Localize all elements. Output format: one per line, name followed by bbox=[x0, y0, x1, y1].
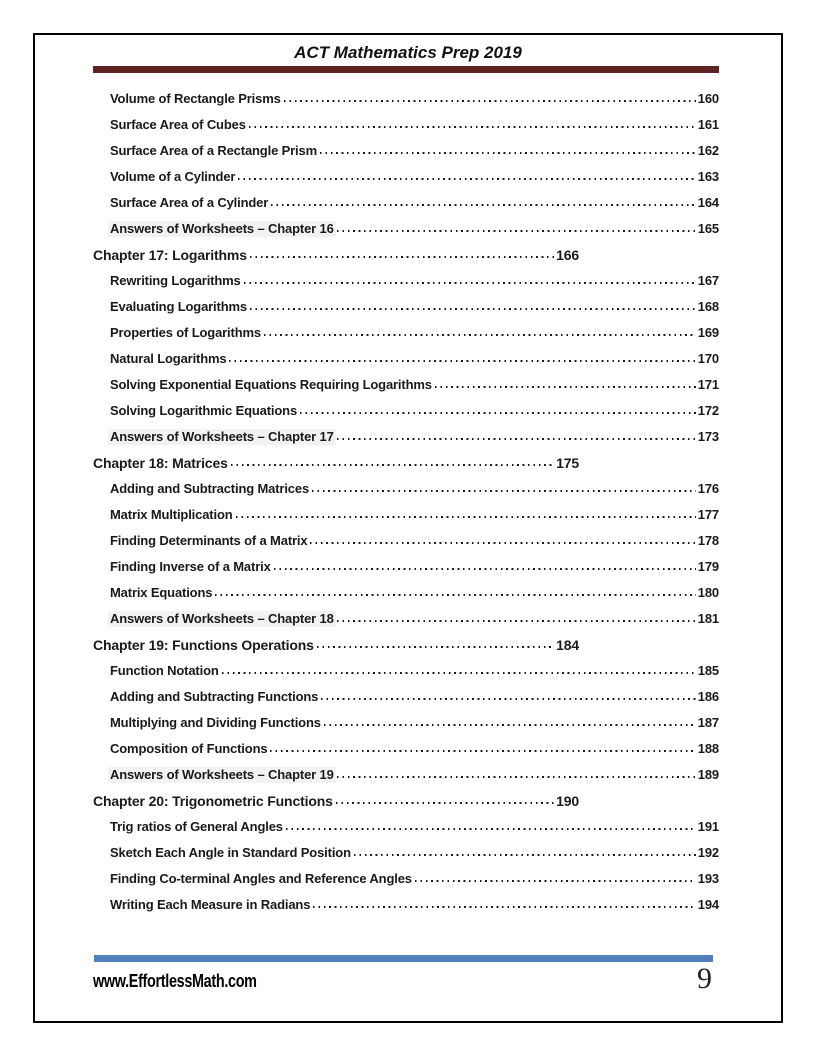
dot-leader bbox=[231, 464, 554, 466]
toc-entry-label: Volume of a Cylinder bbox=[110, 169, 236, 184]
dot-leader bbox=[310, 542, 695, 544]
dot-leader bbox=[271, 204, 696, 206]
dot-leader bbox=[244, 282, 696, 284]
toc-entry-label: Function Notation bbox=[110, 663, 219, 678]
dot-leader bbox=[229, 360, 695, 362]
dot-leader bbox=[435, 386, 696, 388]
dot-leader bbox=[337, 438, 696, 440]
toc-entry bbox=[93, 239, 719, 265]
toc-entry-page: 186 bbox=[697, 689, 719, 704]
toc-entry-page: 173 bbox=[697, 429, 719, 444]
toc-entry-page: 181 bbox=[697, 611, 719, 626]
toc-entry-label: Solving Exponential Equations Requiring Logarithms bbox=[110, 377, 432, 392]
toc-entry-label: Surface Area of Cubes bbox=[110, 117, 246, 132]
toc-entry-page: 184 bbox=[556, 637, 579, 653]
toc-entry-label: Answers of Worksheets – Chapter 18 bbox=[110, 611, 334, 626]
dot-leader bbox=[354, 854, 696, 856]
toc-entry bbox=[93, 681, 719, 707]
dot-leader bbox=[284, 100, 696, 102]
toc-entry-page: 193 bbox=[697, 871, 719, 886]
dot-leader bbox=[337, 230, 696, 232]
toc-entry bbox=[93, 577, 719, 603]
toc-entry-label: Answers of Worksheets – Chapter 16 bbox=[110, 221, 334, 236]
toc-entry-page: 166 bbox=[556, 247, 579, 263]
toc-entry-label: Trig ratios of General Angles bbox=[110, 819, 283, 834]
toc-entry-page: 165 bbox=[697, 221, 719, 236]
toc-entry-page: 169 bbox=[697, 325, 719, 340]
dot-leader bbox=[415, 880, 696, 882]
toc-entry bbox=[93, 785, 719, 811]
toc-entry-page: 171 bbox=[697, 377, 719, 392]
dot-leader bbox=[274, 568, 696, 570]
dot-leader bbox=[312, 490, 696, 492]
toc-entry bbox=[93, 525, 719, 551]
dot-leader bbox=[337, 620, 696, 622]
toc-entry-page: 175 bbox=[556, 455, 579, 471]
dot-leader bbox=[264, 334, 696, 336]
dot-leader bbox=[300, 412, 696, 414]
dot-leader bbox=[336, 802, 554, 804]
toc-entry bbox=[93, 811, 719, 837]
toc-entry-label: Answers of Worksheets – Chapter 17 bbox=[110, 429, 334, 444]
toc-entry-page: 161 bbox=[697, 117, 719, 132]
toc-entry-page: 167 bbox=[697, 273, 719, 288]
toc-entry-label: Composition of Functions bbox=[110, 741, 268, 756]
toc-entry-page: 160 bbox=[697, 91, 719, 106]
page-frame bbox=[33, 33, 783, 1023]
toc-entry bbox=[93, 343, 719, 369]
toc-entry-label: Evaluating Logarithms bbox=[110, 299, 247, 314]
toc-entry-page: 190 bbox=[556, 793, 579, 809]
dot-leader bbox=[324, 724, 696, 726]
toc-entry-label: Chapter 19: Functions Operations bbox=[93, 637, 314, 653]
toc-entry-label: Chapter 20: Trigonometric Functions bbox=[93, 793, 333, 809]
toc-entry bbox=[93, 213, 719, 239]
toc-entry bbox=[93, 109, 719, 135]
toc-entry-page: 170 bbox=[697, 351, 719, 366]
toc-entry-label: Adding and Subtracting Functions bbox=[110, 689, 319, 704]
dot-leader bbox=[337, 776, 696, 778]
toc-entry-page: 192 bbox=[697, 845, 719, 860]
toc-entry-label: Multiplying and Dividing Functions bbox=[110, 715, 321, 730]
toc-entry bbox=[93, 317, 719, 343]
toc-entry-page: 172 bbox=[697, 403, 719, 418]
toc-entry-page: 164 bbox=[697, 195, 719, 210]
toc-entry bbox=[93, 889, 719, 915]
toc-entry-page: 185 bbox=[697, 663, 719, 678]
dot-leader bbox=[270, 750, 695, 752]
toc-entry bbox=[93, 863, 719, 889]
toc-entry bbox=[93, 837, 719, 863]
toc-entry bbox=[93, 161, 719, 187]
dot-leader bbox=[236, 516, 696, 518]
toc-entry-page: 163 bbox=[697, 169, 719, 184]
toc-entry bbox=[93, 733, 719, 759]
toc-entry-page: 189 bbox=[697, 767, 719, 782]
toc-entry bbox=[93, 551, 719, 577]
toc-entry-label: Finding Inverse of a Matrix bbox=[110, 559, 271, 574]
toc-entry-label: Properties of Logarithms bbox=[110, 325, 261, 340]
toc-entry bbox=[93, 603, 719, 629]
toc-entry-page: 178 bbox=[697, 533, 719, 548]
toc-entry-page: 179 bbox=[697, 559, 719, 574]
toc-list bbox=[93, 83, 719, 915]
toc-entry bbox=[93, 707, 719, 733]
toc-entry-label: Chapter 18: Matrices bbox=[93, 455, 228, 471]
dot-leader bbox=[238, 178, 695, 180]
dot-leader bbox=[222, 672, 696, 674]
toc-entry-label: Chapter 17: Logarithms bbox=[93, 247, 247, 263]
toc-entry bbox=[93, 759, 719, 785]
toc-entry bbox=[93, 447, 719, 473]
header-rule bbox=[93, 66, 719, 73]
toc-entry-label: Matrix Multiplication bbox=[110, 507, 233, 522]
toc-entry bbox=[93, 629, 719, 655]
toc-entry-label: Rewriting Logarithms bbox=[110, 273, 241, 288]
toc-entry-label: Surface Area of a Rectangle Prism bbox=[110, 143, 317, 158]
toc-entry-page: 187 bbox=[697, 715, 719, 730]
toc-entry bbox=[93, 421, 719, 447]
dot-leader bbox=[313, 906, 695, 908]
toc-entry-label: Natural Logarithms bbox=[110, 351, 227, 366]
page-title: ACT Mathematics Prep 2019 bbox=[294, 43, 522, 62]
toc-entry bbox=[93, 499, 719, 525]
toc-entry-label: Volume of Rectangle Prisms bbox=[110, 91, 281, 106]
dot-leader bbox=[215, 594, 695, 596]
toc-entry-page: 194 bbox=[697, 897, 719, 912]
toc-entry bbox=[93, 187, 719, 213]
toc-entry-label: Writing Each Measure in Radians bbox=[110, 897, 311, 912]
toc-entry-label: Finding Co-terminal Angles and Reference Angles bbox=[110, 871, 412, 886]
toc-entry-page: 168 bbox=[697, 299, 719, 314]
toc-entry-label: Solving Logarithmic Equations bbox=[110, 403, 298, 418]
dot-leader bbox=[320, 152, 696, 154]
footer-rule bbox=[94, 955, 713, 962]
toc-entry bbox=[93, 655, 719, 681]
toc-entry bbox=[93, 395, 719, 421]
website-text: www.EffortlessMath.com bbox=[93, 971, 257, 991]
toc-entry bbox=[93, 265, 719, 291]
toc-entry-label: Sketch Each Angle in Standard Position bbox=[110, 845, 351, 860]
dot-leader bbox=[250, 256, 554, 258]
dot-leader bbox=[317, 646, 554, 648]
toc-entry bbox=[93, 369, 719, 395]
toc-entry-label: Answers of Worksheets – Chapter 19 bbox=[110, 767, 334, 782]
toc-entry bbox=[93, 291, 719, 317]
toc-entry-page: 162 bbox=[697, 143, 719, 158]
toc-entry bbox=[93, 473, 719, 499]
toc-entry-label: Adding and Subtracting Matrices bbox=[110, 481, 310, 496]
dot-leader bbox=[249, 126, 696, 128]
toc-entry bbox=[93, 83, 719, 109]
toc-entry-label: Matrix Equations bbox=[110, 585, 213, 600]
toc-entry-page: 176 bbox=[697, 481, 719, 496]
dot-leader bbox=[321, 698, 696, 700]
toc-entry-page: 177 bbox=[697, 507, 719, 522]
dot-leader bbox=[286, 828, 696, 830]
toc-entry-page: 180 bbox=[697, 585, 719, 600]
toc-entry-page: 191 bbox=[697, 819, 719, 834]
dot-leader bbox=[250, 308, 696, 310]
toc-entry-label: Finding Determinants of a Matrix bbox=[110, 533, 308, 548]
toc-entry bbox=[93, 135, 719, 161]
toc-entry-label: Surface Area of a Cylinder bbox=[110, 195, 269, 210]
page-number: 9 bbox=[697, 962, 712, 995]
toc-entry-page: 188 bbox=[697, 741, 719, 756]
